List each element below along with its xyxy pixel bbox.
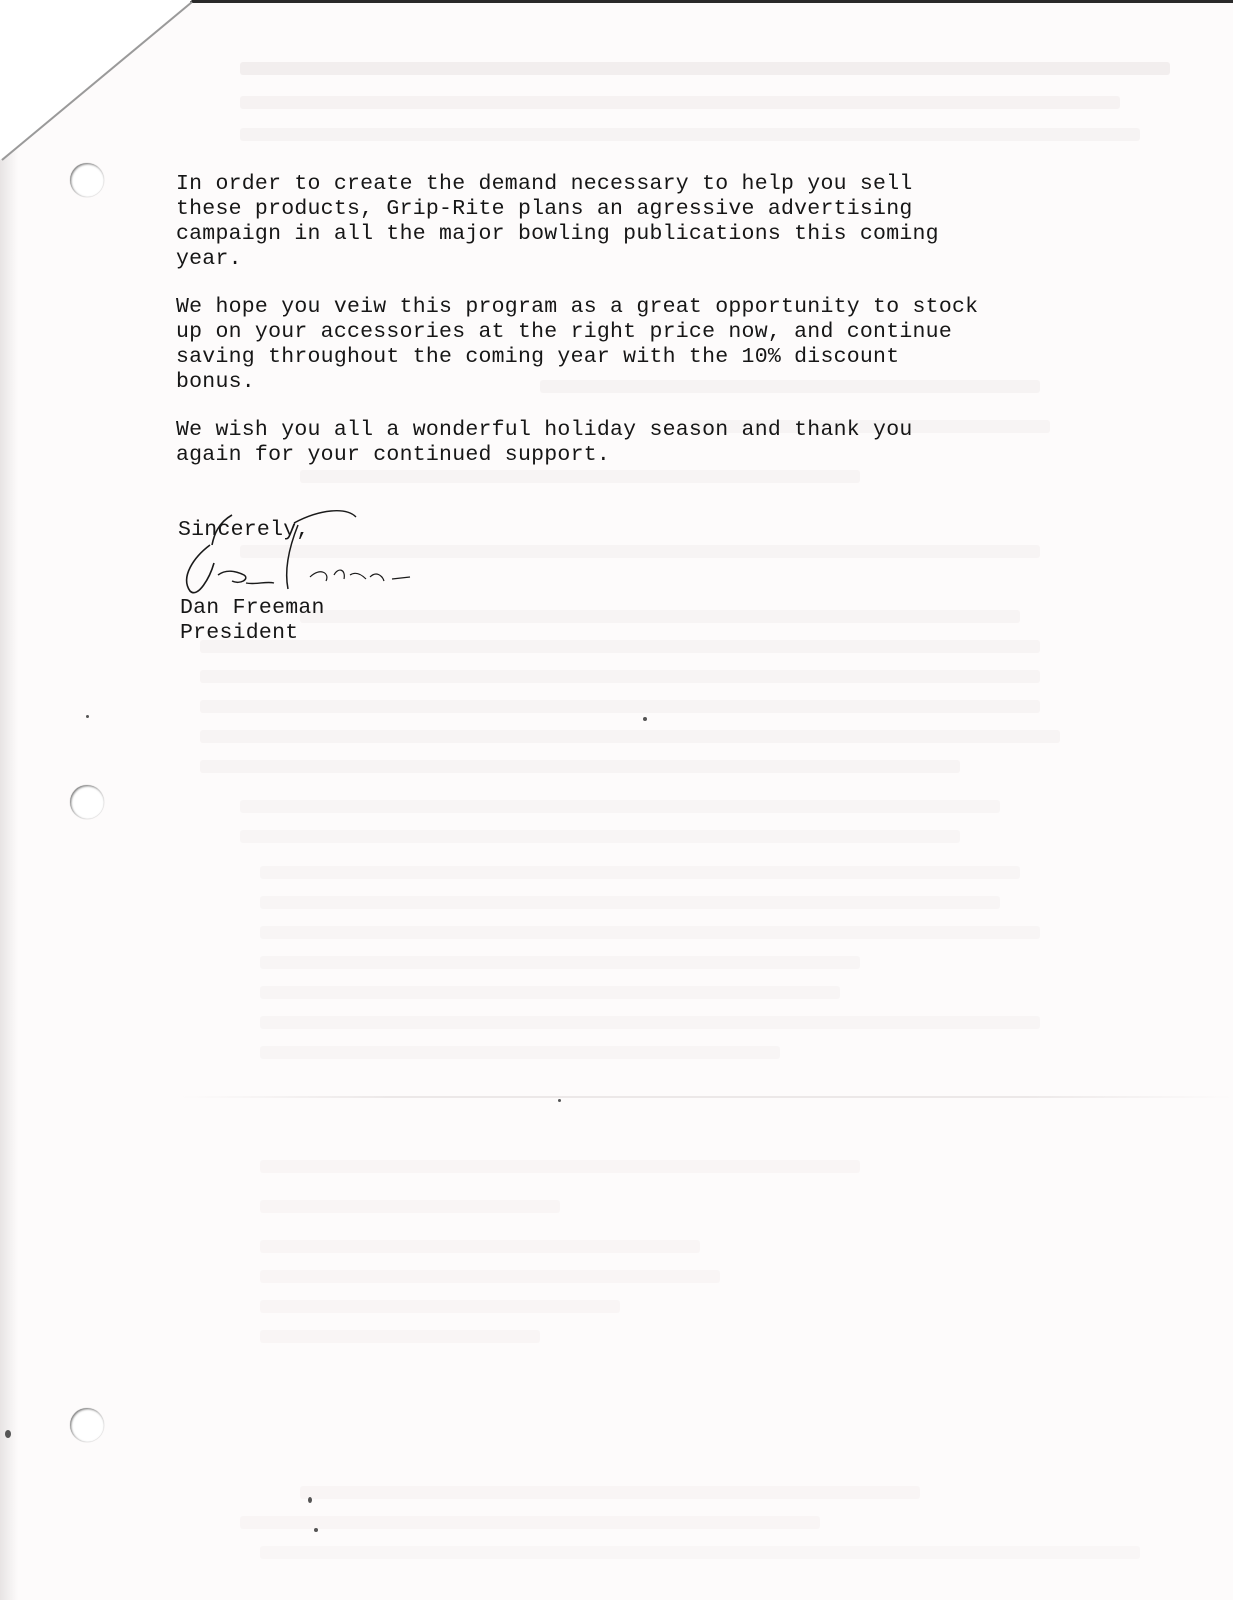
paragraph-holiday-wishes: We wish you all a wonderful holiday season and thank you again for your continued support. — [176, 418, 913, 467]
paragraph-advertising: In order to create the demand necessary to help you sell these products, Grip-Rite plans an agressive advertising campaign in all the major bowling publications this coming year. — [176, 172, 939, 271]
scan-speck — [314, 1528, 318, 1532]
signer-title: President — [180, 621, 299, 645]
paper-fold-line — [180, 1096, 1233, 1098]
scan-speck — [308, 1497, 312, 1503]
letter-body — [176, 172, 1076, 491]
page-edge-shadow — [0, 150, 18, 1600]
punch-hole-top — [70, 163, 104, 197]
signer-block — [180, 596, 325, 646]
closing-salutation: Sincerely, — [178, 518, 310, 542]
paragraph-opportunity: We hope you veiw this program as a great opportunity to stock up on your accessories at the right price now, and continue saving throughout the coming year with the 10% discount bonus. — [176, 295, 979, 394]
scan-speck — [5, 1430, 11, 1438]
handwritten-signature — [170, 505, 430, 605]
signer-name: Dan Freeman — [180, 596, 325, 620]
scan-speck — [558, 1099, 561, 1102]
scan-top-edge — [190, 0, 1233, 3]
scan-speck — [643, 717, 647, 721]
punch-hole-bottom — [70, 1408, 104, 1442]
punch-hole-middle — [70, 785, 104, 819]
scan-speck — [86, 715, 89, 718]
